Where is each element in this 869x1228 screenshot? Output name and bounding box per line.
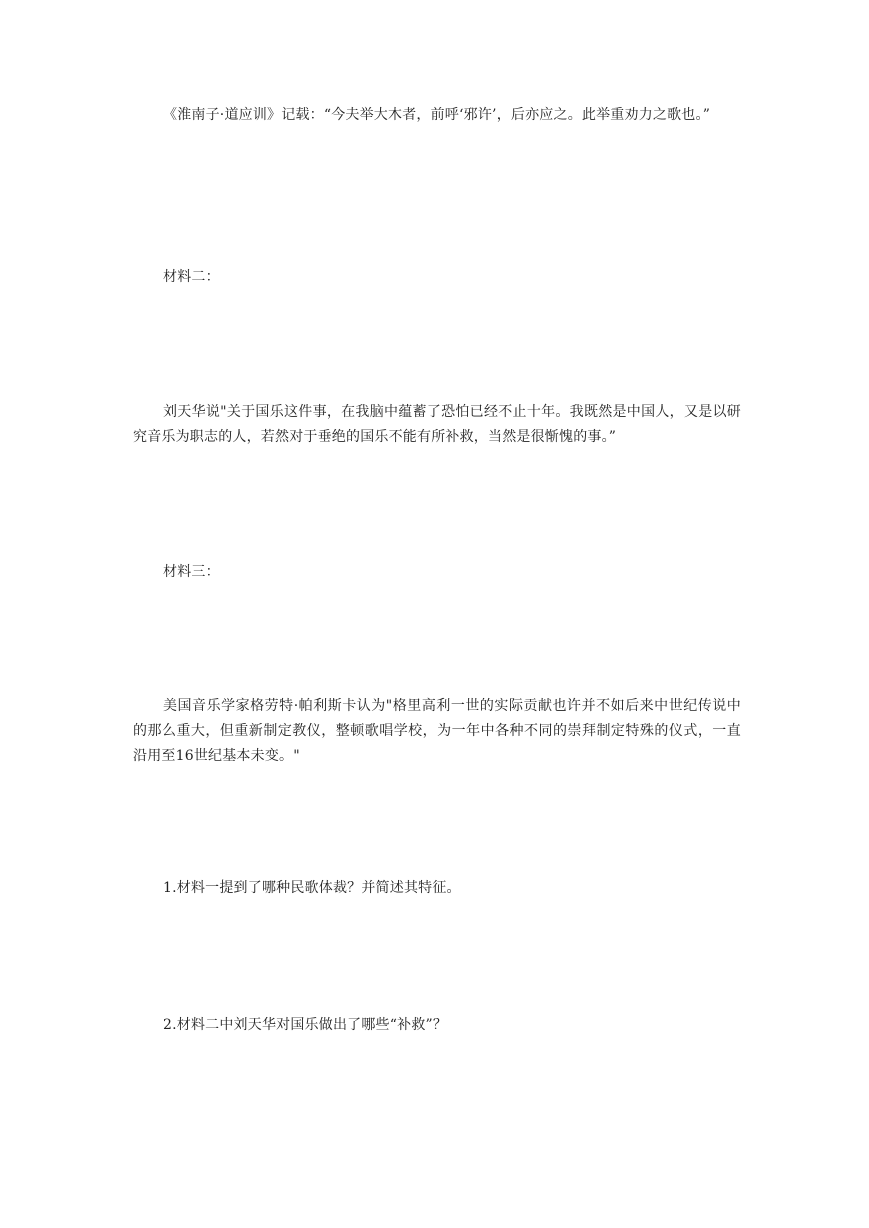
question-two: 2.材料二中刘天华对国乐做出了哪些“补救”？: [163, 1017, 448, 1033]
material-two-quote: 刘天华说"关于国乐这件事，在我脑中蕴蓄了恐怕已经不止十年。我既然是中国人，又是以研究音乐为职志的人，若然对于垂绝的国乐不能有所补救，当然是很惭愧的事。”: [133, 404, 741, 445]
material-three-quote: 美国音乐学家格劳特·帕利斯卡认为"格里高利一世的实际贡献也许并不如后来中世纪传说中的那么重大，但重新制定教仪，整顿歌唱学校，为一年中各种不同的崇拜制定特殊的仪式，一直沿用至16世纪基本未变。": [133, 698, 741, 764]
question-one: 1.材料一提到了哪种民歌体裁？并简述其特征。: [163, 880, 461, 896]
material-one-quote: 《淮南子·道应训》记载：“今夫举大木者，前呼‘邪许’，后亦应之。此举重劝力之歌也。”: [163, 107, 711, 123]
material-three-heading: 材料三：: [163, 564, 220, 580]
material-two-heading: 材料二：: [163, 269, 220, 285]
